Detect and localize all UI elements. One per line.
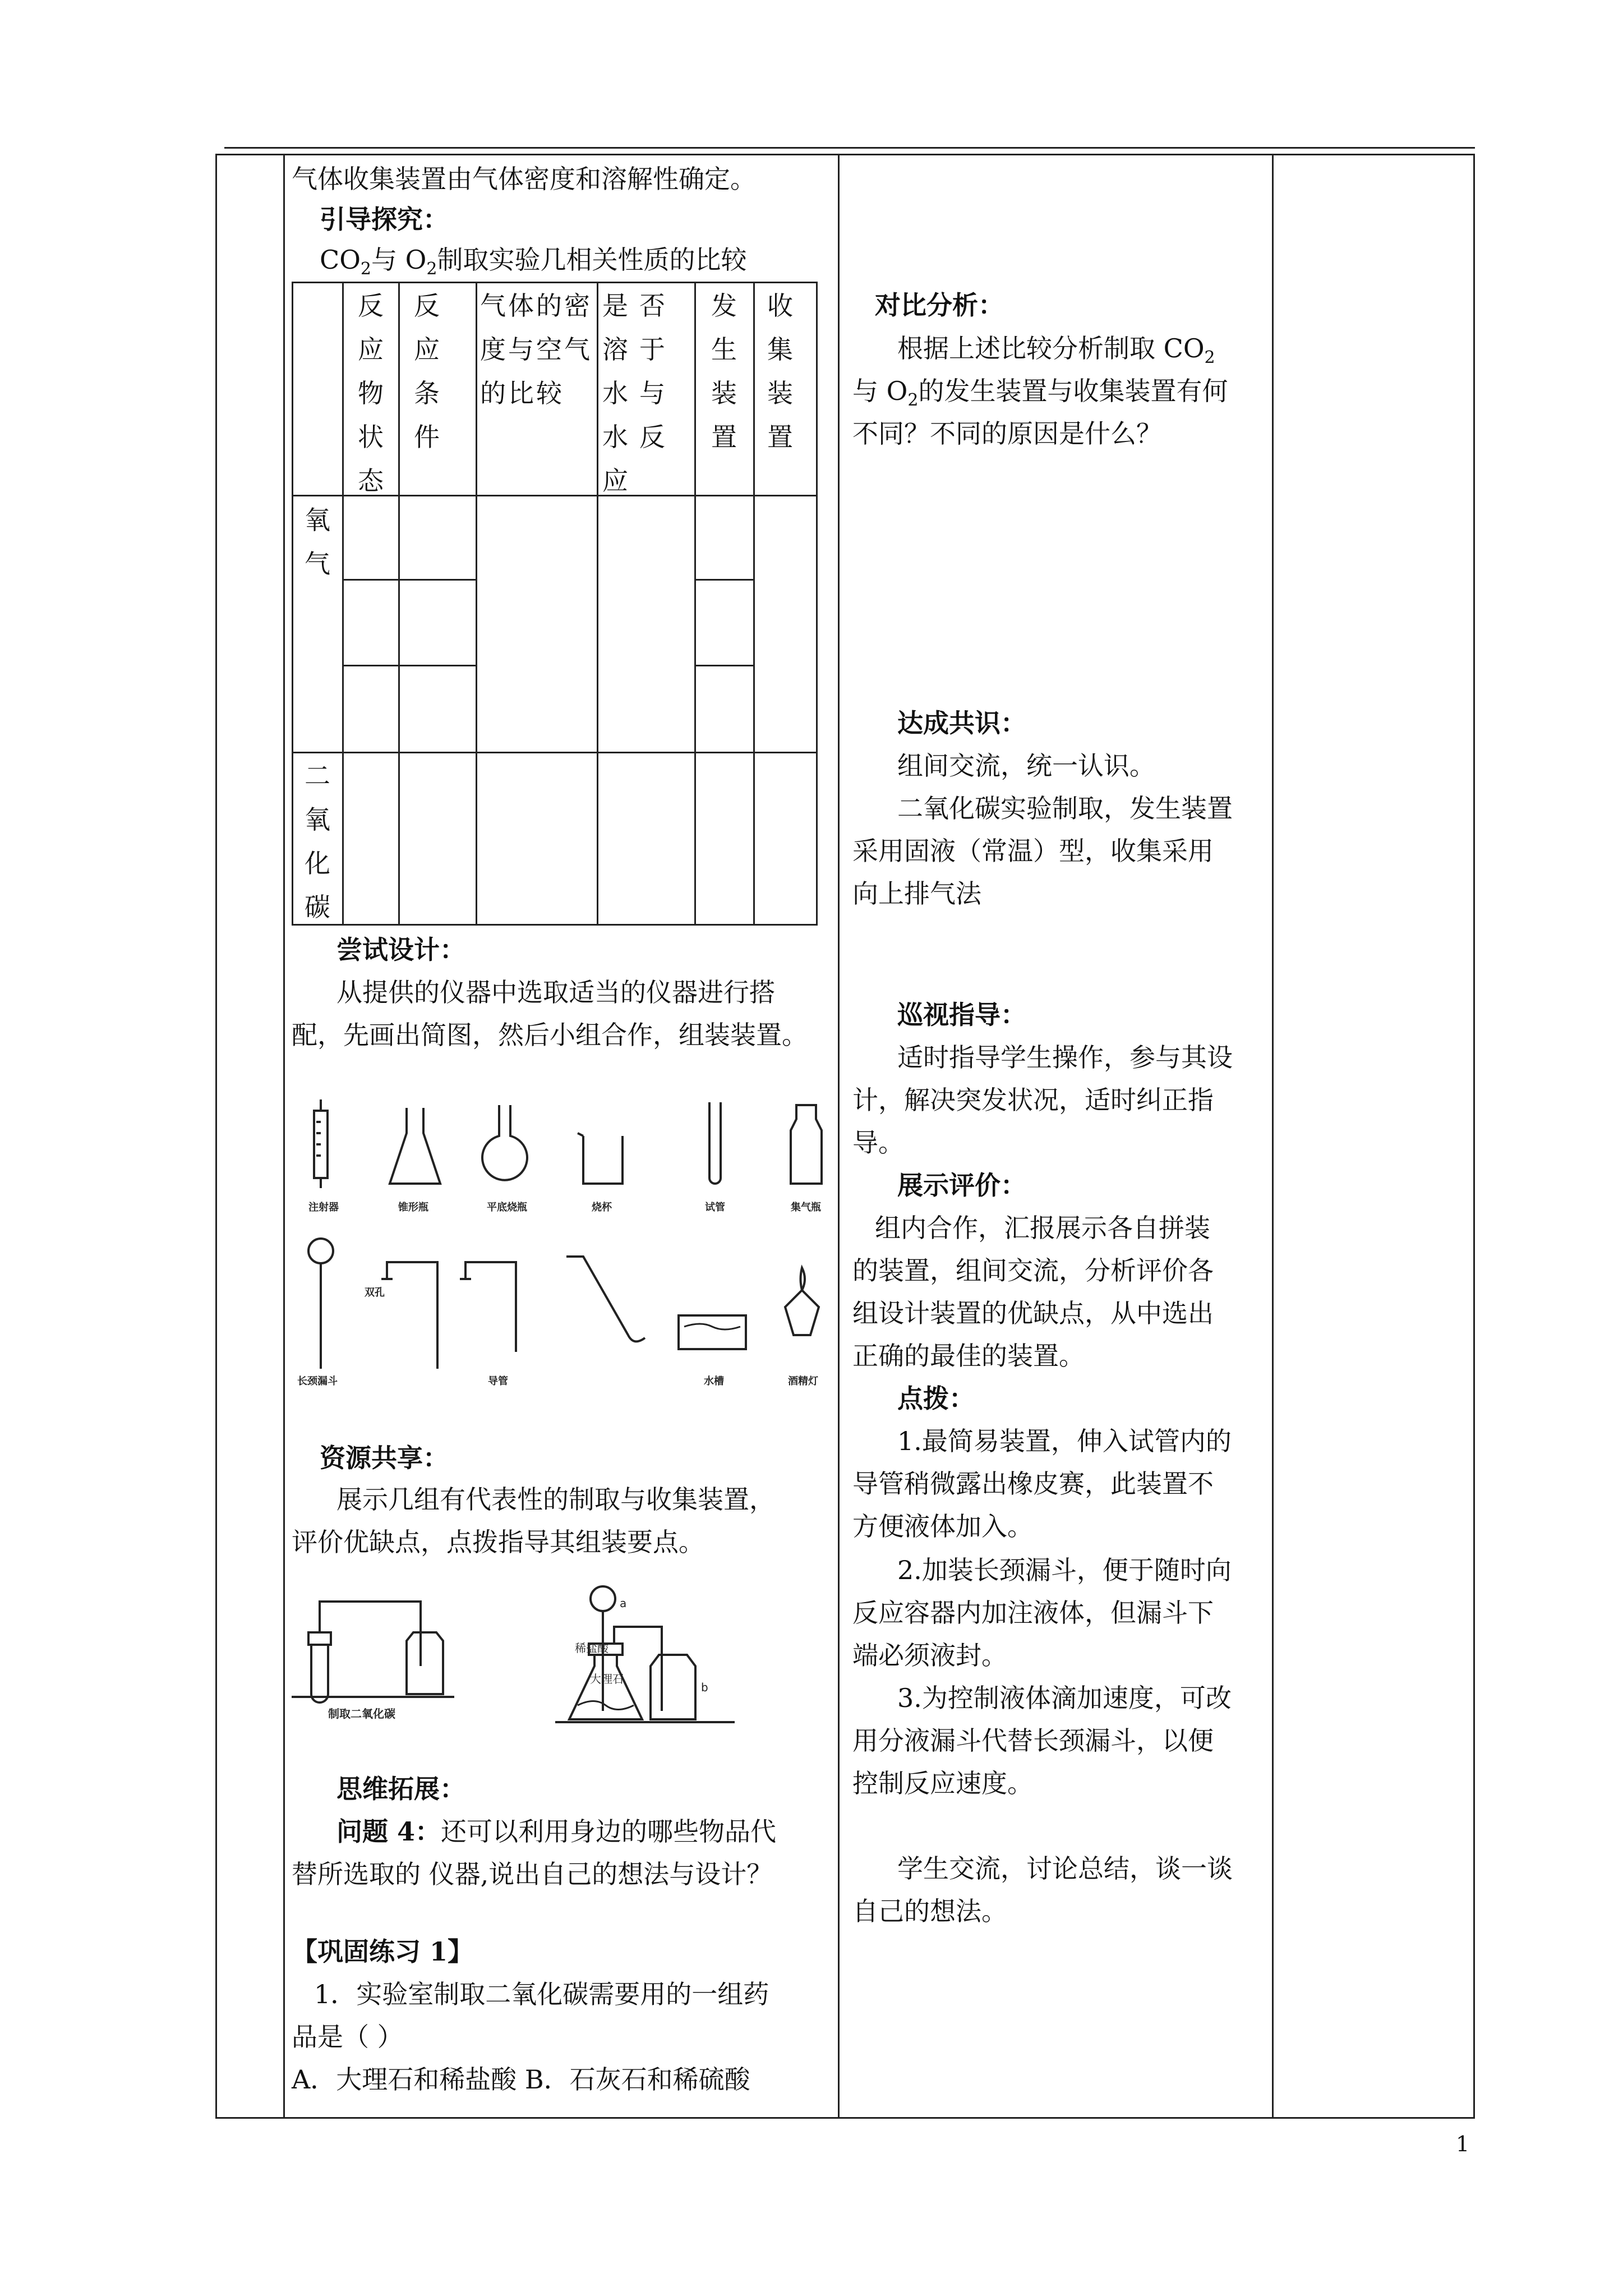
discuss-1: 学生交流，讨论总结，谈一谈 xyxy=(897,1853,1233,1884)
col-divider-3 xyxy=(1272,154,1274,2119)
row-co2: 二氧化碳 xyxy=(305,761,330,922)
practice-options: A．大理石和稀盐酸 B．石灰石和稀硫酸 xyxy=(292,2064,750,2095)
label-test-tube: 试管 xyxy=(705,1202,725,1213)
fig2-label-marble: 大理石 xyxy=(590,1672,624,1686)
label-lamp: 酒精灯 xyxy=(788,1375,818,1387)
header-solubility: 是否溶于水与水反应 xyxy=(602,291,676,496)
show-3: 组设计装置的优缺点，从中选出 xyxy=(852,1298,1214,1328)
show-4: 正确的最佳的装置。 xyxy=(852,1341,1085,1371)
fig2-label-acid: 稀盐酸 xyxy=(575,1641,608,1655)
compare-heading: 对比分析： xyxy=(875,290,1004,320)
patrol-2: 计，解决突发状况，适时纠正指 xyxy=(852,1085,1214,1115)
apparatus-illustration xyxy=(292,1088,824,1397)
table-top-border xyxy=(215,154,1475,155)
q4-text-2: 替所选取的 仪器,说出自己的想法与设计？ xyxy=(292,1859,773,1889)
show-1: 组内合作，汇报展示各自拼装 xyxy=(875,1213,1210,1243)
practice-q1-line-2: 品是（ ） xyxy=(292,2022,403,2052)
tip-3b: 用分液漏斗代替长颈漏斗，以便 xyxy=(852,1726,1214,1756)
table-left-border xyxy=(215,154,217,2119)
label-flat-flask: 平底烧瓶 xyxy=(487,1202,527,1213)
header-density: 气体的密度与空气的比较 xyxy=(480,291,592,408)
intro-line: 气体收集装置由气体密度和溶解性确定。 xyxy=(292,164,756,194)
header-collector: 收集装置 xyxy=(767,291,793,452)
label-trough: 水槽 xyxy=(704,1375,724,1387)
label-tube: 导管 xyxy=(488,1375,508,1387)
label-gas-jar: 集气瓶 xyxy=(791,1202,821,1213)
consensus-1: 组间交流，统一认识。 xyxy=(897,751,1155,781)
fig2-label-a: a xyxy=(620,1596,627,1610)
patrol-3: 导。 xyxy=(852,1128,904,1158)
label-beaker: 烧杯 xyxy=(592,1202,612,1213)
design-heading: 尝试设计： xyxy=(336,935,465,965)
tip-2c: 端必须液封。 xyxy=(852,1640,1007,1671)
tip-1a: 1.最简易装置，伸入试管内的 xyxy=(897,1426,1232,1456)
fig-caption: 制取二氧化碳 xyxy=(328,1707,395,1720)
tip-3c: 控制反应速度。 xyxy=(852,1768,1033,1798)
consensus-2: 二氧化碳实验制取，发生装置 xyxy=(897,793,1233,823)
resource-heading: 资源共享： xyxy=(320,1443,449,1473)
resource-text-1: 展示几组有代表性的制取与收集装置， xyxy=(336,1484,775,1515)
discuss-2: 自己的想法。 xyxy=(852,1896,1007,1926)
patrol-1: 适时指导学生操作，参与其设 xyxy=(897,1042,1233,1073)
header-reactant-state: 反应物状态 xyxy=(358,291,384,496)
consensus-4: 向上排气法 xyxy=(852,878,981,909)
q4-text-1: 还可以利用身边的哪些物品代 xyxy=(441,1816,777,1847)
tip-1c: 方便液体加入。 xyxy=(852,1511,1033,1542)
label-syringe: 注射器 xyxy=(308,1202,339,1213)
resource-text-2: 评价优缺点，点拨指导其组装要点。 xyxy=(292,1527,704,1557)
tip-1b: 导管稍微露出橡皮赛，此装置不 xyxy=(852,1469,1214,1499)
page-number: 1 xyxy=(1456,2132,1470,2156)
header-rule xyxy=(224,147,1475,149)
header-generator: 发生装置 xyxy=(711,291,737,452)
design-text-1: 从提供的仪器中选取适当的仪器进行搭 xyxy=(336,977,775,1007)
consensus-heading: 达成共识： xyxy=(897,708,1026,738)
fig2-label-b: b xyxy=(701,1681,708,1694)
col-divider-1 xyxy=(283,154,285,2119)
tip-3a: 3.为控制液体滴加速度，可改 xyxy=(897,1683,1232,1713)
co2-apparatus-figures xyxy=(292,1571,819,1733)
tip-2a: 2.加装长颈漏斗，便于随时向 xyxy=(897,1555,1232,1585)
thinking-heading: 思维拓展： xyxy=(336,1774,465,1804)
q4-line-1 xyxy=(336,1810,776,1853)
header-reaction-condition: 反应条件 xyxy=(414,291,440,452)
practice-heading: 【巩固练习 1】 xyxy=(292,1936,474,1967)
comparison-table xyxy=(292,282,818,926)
patrol-heading: 巡视指导： xyxy=(897,1000,1026,1030)
compare-text-3: 不同？不同的原因是什么？ xyxy=(852,418,1162,449)
show-heading: 展示评价： xyxy=(897,1170,1026,1200)
q4-label: 问题 4： xyxy=(336,1816,441,1847)
table-bottom-border xyxy=(215,2117,1475,2119)
label-double-hole: 双孔 xyxy=(365,1287,385,1299)
table-title: $CO_2$与 $O_2$制取实验几相关性质的比较 xyxy=(320,245,747,279)
row-oxygen: 氧气 xyxy=(305,505,330,579)
compare-text-1: 根据上述比较分析制取 $CO_2$ xyxy=(897,333,1215,368)
tip-2b: 反应容器内加注液体，但漏斗下 xyxy=(852,1598,1214,1628)
col-divider-2 xyxy=(838,154,840,2119)
compare-text-2: 与 $O_2$的发生装置与收集装置有何 xyxy=(852,376,1228,411)
tip-heading: 点拨： xyxy=(897,1383,975,1414)
label-funnel: 长颈漏斗 xyxy=(297,1375,338,1387)
table-right-border xyxy=(1473,154,1475,2119)
guide-heading: 引导探究： xyxy=(320,204,449,234)
consensus-3: 采用固液（常温）型，收集采用 xyxy=(852,836,1214,866)
show-2: 的装置，组间交流，分析评价各 xyxy=(852,1255,1214,1286)
label-conical-flask: 锥形瓶 xyxy=(398,1202,428,1213)
design-text-2: 配，先画出简图，然后小组合作，组装装置。 xyxy=(292,1020,808,1050)
practice-q1-line-1: 1．实验室制取二氧化碳需要用的一组药 xyxy=(314,1979,769,2009)
